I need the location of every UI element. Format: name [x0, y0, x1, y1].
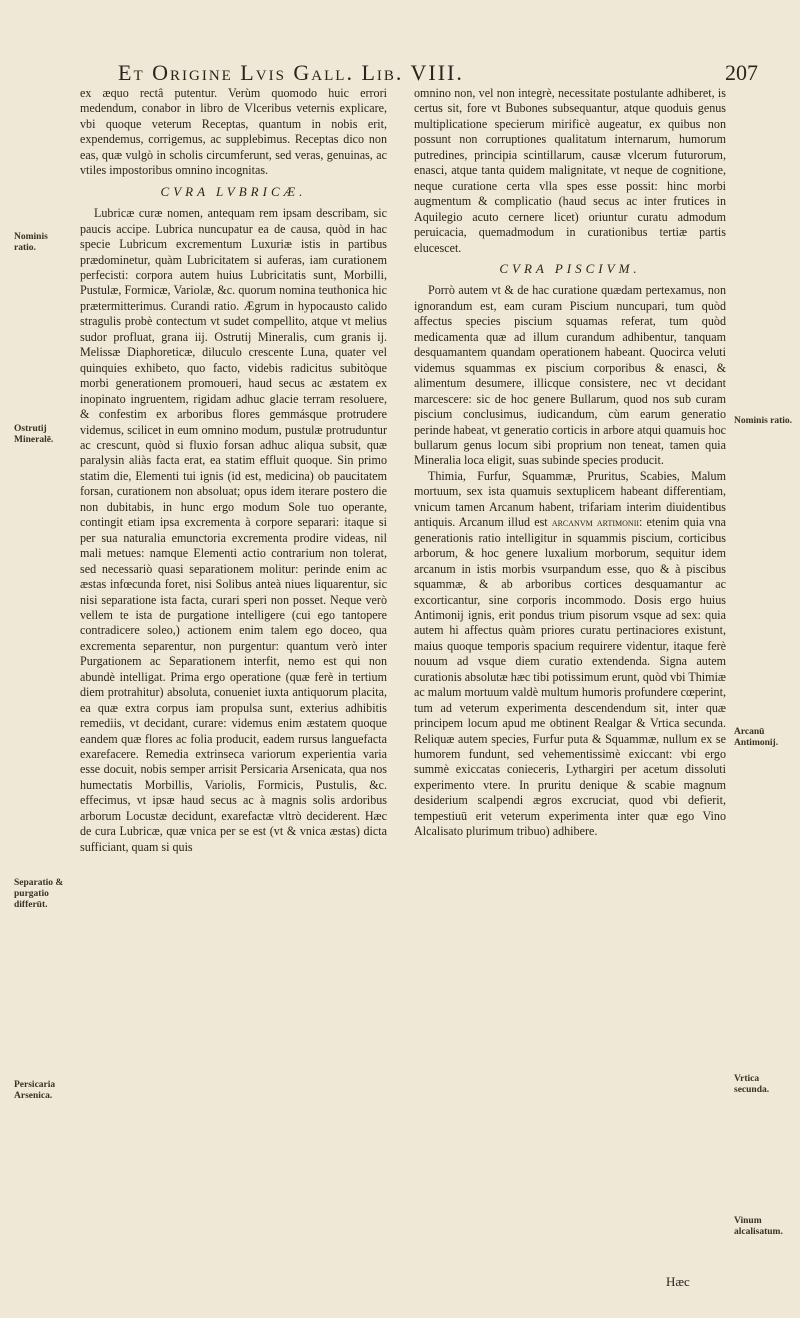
thimia-text-start: Thimia, Furfur, Squammæ, Pruritus, Scabies, Malum mortuum, sex ista quamuis sextuplicem habeant differentiam, vnicum tamen Arcanum habent, trifariam interim diuidentibus antiquis. Arcanum illud est	[414, 468, 726, 530]
margin-note-ostrutij: Ostrutij Mineralē.	[14, 424, 54, 445]
margin-note-separatio: Separatio & purgatio differūt.	[14, 878, 64, 910]
thimia-text-end: : etenim quia vna generationis ratio intelligitur in squammis piscium, corticibus arborum, & hoc genere luxalium morborum, sequitur idem arcanum in istis morbis vsurpandum esse, quo & à piscibus squammæ, & ab arboribus cortices desquamantur ac excorticantur, sine corporis incommodo. Dosis ergo huius Antimonij ignis, erit pondus trium pisorum vsque ad sex: quia autem hi affectus quàm priores curatu pertinaciores existunt, maius quoque temporis spacium requirere videntur, itaque ferè nouum ad vsque diem curatio extendenda. Signa autem curationis absolutæ hæc tibi potissimum erunt, quòd vbi Thimiæ ac malum mortuum valdè multum humoris profundere cœperint, tum ad veterum experimenta descendendum sit, inter quæ principem locum apud me obtinent Realgar & Vrtica secunda. Reliquæ autem species, Furfur puta & Squammæ, nullum ex se humorem fundunt, sed vehementissimè exiccant: vbi ergo summè exiccatas conieceris, Lythargiri per acetum dissoluti experimento vtere. In pruritu denique & scabie magnum desiderium scalpendi ægros excruciat, quod vbi defierit, tempestiuū erit veterum experimenta inter quæ ego Vino Alcalisato plurimum tribuo) adhibere.	[414, 515, 726, 839]
catchword: Hæc	[666, 1274, 690, 1289]
section-heading-piscium: CVRA PISCIVM.	[499, 260, 641, 276]
right-column	[414, 86, 726, 840]
lubrica-paragraph: Lubricæ curæ nomen, antequam rem ipsam describam, sic paucis accipe. Lubrica nuncupatur ea de causa, quòd in hac specie Lubricum excrementum Luxuriæ istis in partibus prædominetur, quàm Lubricitatem si auferas, iam curationem perfecisti: corpora autem huius Lubricitatis sunt, Morbilli, Pustulæ, Formicæ, Variolæ, &c. quorum nomina teuthonica hic prætermitterimus. Curandi ratio. Ægrum in hypocausto calido stragulis probè contectum vt sudet compellito, atque vt melius sudor profluat, grana iij. Ostrutij Mineralis, cum granis ij. Melissæ Diaphoreticæ, diluculo crescente Luna, quater vel quinquies exhibeto, quo facto, videbis radicitus subitòque morbi generationem promoueri, haud secus ac æstatem ex inopinato ingruentem, rigidam adhuc glacie terram resoluere, & confestim ex arboribus flores gemmásque protrudere videmus, scilicet in eum omnino modum, pustulæ protruduntur ac crescunt, quòd si fluxio forsan adhuc aliqua subsit, quæ paralysin aliàs facta erat, ea statim effluit quoque. Sin primo statim die, Elementi tui ignis (id est, medicina) ob paucitatem forsan, curationem non absoluat; opus idem iterare postero die non dubitabis, in hunc ergo modum Sole tuo operante, contingit etiam ipsa excrementa à corpore separari: itaque si per sua naturalia emunctoria excrementa prodire videas, nil mali metues: namque Elementi actio contrarium non tolerat, sed necessariò quasi separationem molitur: perinde enim ac æstas infœcunda foret, nisi Solibus anteà niues liquarentur, sic nisi separatione ista facta, curari speri non posset. Neque verò vellem te ista de purgatione intelligere (cui ego tantopere contradicere soleo,) actionem enim talem ego doceo, qua excrementa separentur, non purgentur: quantum verò inter Purgationem ac Separationem interfit, nemo est qui non abundè intelligat. Prima ergo operatione (quæ ferè in tertium diem protrahitur) absoluta, conueniet iuxta antiquorum placita, ea quæ extra corpus iam propulsa sunt, exterius adhibitis remediis, vt decidant, curare: videmus enim æstatem quoque eandem quæ flores ac folia producit, eadem rursus languefacta exarefacere. Remedia extrinseca variorum experientia varia esse docuit, nobis semper arrisit Persicaria Arsenicata, qua nos humectatis Morbillis, Variolis, Formicis, Pustulis, &c. effecimus, vt ipsæ haud secus ac à magnis solis ardoribus arborum Locustæ decidunt, exarefactæ vltrò deciderent. Hæc de cura Lubricæ, quæ vnica per se est (vt & vnica æstas) dicta sufficiant, quam si quis	[80, 206, 387, 854]
left-column	[80, 86, 387, 855]
arcanum-term: arcanvm artimonii	[551, 515, 640, 530]
running-title: Et Origine Lvis Gall. Lib. VIII.	[118, 60, 464, 85]
margin-note-nominis-ratio-right: Nominis ratio.	[734, 416, 793, 426]
margin-note-vinum: Vinum alcalisatum.	[734, 1216, 783, 1237]
margin-note-arcanum: Arcanū Antimonij.	[734, 727, 779, 748]
page-number: 207	[725, 60, 758, 85]
margin-note-nominis-ratio: Nominis ratio.	[14, 232, 48, 253]
section-heading-lubrica: CVRA LVBRICÆ.	[160, 183, 307, 199]
margin-note-vrtica: Vrtica secunda.	[734, 1074, 770, 1095]
left-intro-paragraph: ex æquo rectâ putentur. Verùm quomodo huic errori medendum, conabor in libro de Vlceribus veternis explicare, vbi quoque veterum Receptas, quantum in nobis erit, expendemus, corrigemus, ac supplebimus. Receptas dico non eas, quæ vulgò in scholis circumferunt, sed veras, genuinas, ac vtiles impostoribus omnino incognitas.	[80, 86, 387, 178]
margin-note-persicaria: Persicaria Arsenica.	[14, 1080, 56, 1101]
thimia-paragraph	[414, 469, 726, 840]
right-intro-paragraph: omnino non, vel non integrè, necessitate postulante adhiberet, is certus sit, fore vt Bubones subsequantur, atque quoduis genus multiplicatione specierum mirificè augeatur, ex quibus non possunt non corruptiones qualitatum internarum, humorum putredines, principia scintillarum, causæ vlcerum futurorum, enasci, atque tanta quidem malignitate, vt neque de cognitione, neque curatione certa vlla spes esse possit: hinc morbi augmentum & complicatio (haud secus ac inter frutices in Aquilegio acuto cernere licet) oriuntur curatu admodum peruicacia, quemadmodum in curationibus tertiæ partis elucescet.	[414, 86, 726, 255]
piscium-paragraph: Porrò autem vt & de hac curatione quædam pertexamus, non ignorandum est, eam curam Piscium nuncupari, tum quòd affectus species piscium squamas referat, tum quòd medicamenta quæ ad illum curandum adhibentur, tanquam desquamantem quandam operationem habeant. Quocirca veluti videmus squammas ex piscium corporibus & enasci, & alimentum desumere, illicque consistere, nec vt decidant marcescere: sic de hoc genere Bullarum, quod nos sub curam piscium conclusimus, iudicandum, cùm earum generatio perinde habeat, vt generatio corticis in arbore atqui quamuis hoc bullarum genus locum sibi proprium non teneat, tamen quia Mineralia loca eligit, suas subinde species producit.	[414, 283, 726, 468]
